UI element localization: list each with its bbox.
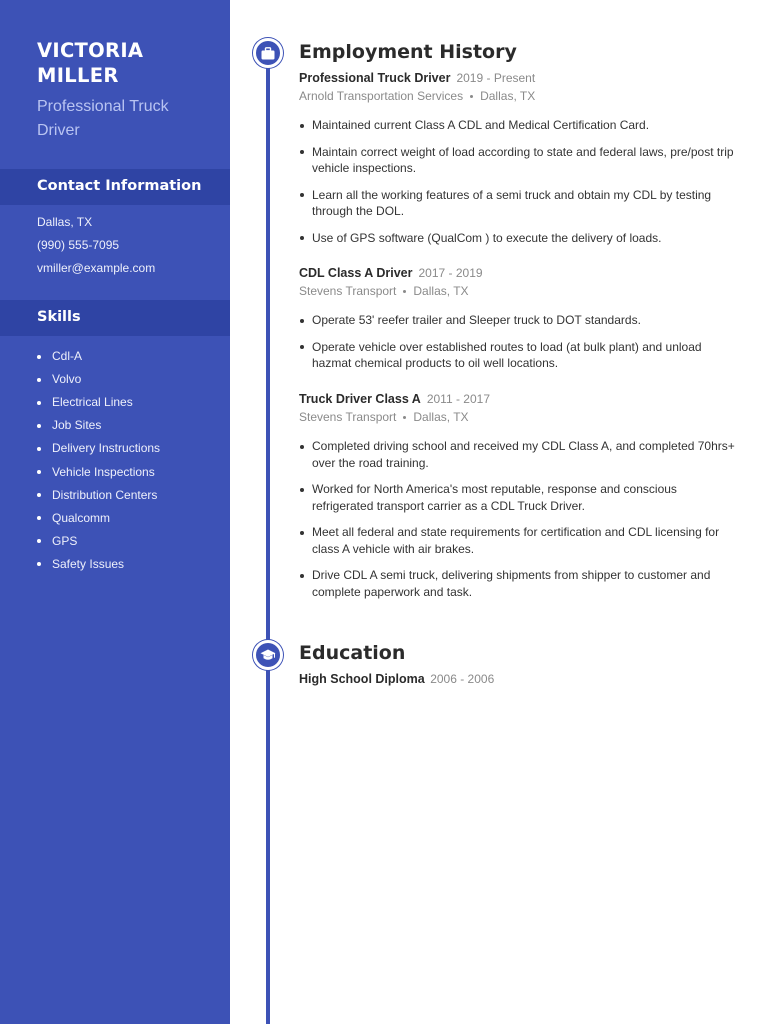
skill-label: Safety Issues [52,556,125,571]
skill-label: Distribution Centers [52,487,158,502]
job-title: Truck Driver Class A [299,392,421,406]
job-bullet: Operate vehicle over established routes to load (at bulk plant) and unload hazmat chemical products to oil well locations. [299,339,739,372]
job-entry [299,391,739,610]
job-location: Dallas, TX [480,89,536,103]
skill-item [37,345,160,368]
separator-dot [403,416,406,419]
skill-item [37,484,160,507]
employment-heading: Employment History [299,41,517,63]
job-bullet: Drive CDL A semi truck, delivering shipments from shipper to customer and complete paperwork and task. [299,567,739,600]
job-bullet: Maintain correct weight of load according to state and federal laws, pre/post trip vehicle inspections. [299,144,739,177]
graduation-cap-icon [253,640,283,670]
contact-heading: Contact Information [37,178,202,194]
job-title: CDL Class A Driver [299,266,413,280]
bullet-icon [37,539,41,543]
skill-item [37,391,160,414]
candidate-title: Professional Truck Driver [37,98,169,139]
skill-item [37,530,160,553]
skill-label: Vehicle Inspections [52,464,155,479]
bullet-icon [37,516,41,520]
job-bullets [299,312,739,372]
job-bullet: Maintained current Class A CDL and Medical Certification Card. [299,117,739,134]
candidate-name: VICTORIA MILLER [37,39,144,87]
job-bullet: Worked for North America's most reputable, response and conscious refrigerated transport carrier as a CDL Truck Driver. [299,481,739,514]
job-location: Dallas, TX [413,410,469,424]
skill-label: Job Sites [52,418,102,433]
bullet-icon [37,401,41,405]
skill-item [37,368,160,391]
job-employer [299,283,739,300]
skill-item [37,553,160,576]
job-company: Arnold Transportation Services [299,89,464,103]
bullet-icon [37,493,41,497]
education-degree: High School Diploma [299,672,425,686]
job-bullets [299,438,739,600]
job-header [299,265,739,282]
job-company: Stevens Transport [299,284,397,298]
contact-phone: (990) 555-7095 [37,238,120,252]
skill-label: Delivery Instructions [52,441,161,456]
job-entry [299,265,739,382]
separator-dot [403,290,406,293]
job-dates: 2017 - 2019 [418,266,483,280]
skill-label: Cdl-A [52,349,83,364]
separator-dot [470,95,473,98]
bullet-icon [37,562,41,566]
skill-label: Volvo [52,372,82,387]
job-dates: 2011 - 2017 [426,392,490,406]
skill-label: Electrical Lines [52,395,133,410]
sidebar [0,0,230,1024]
job-entry [299,70,739,256]
job-bullet: Use of GPS software (QualCom ) to execute the delivery of loads. [299,230,739,247]
education-entry [299,671,494,688]
contact-location: Dallas, TX [37,215,93,229]
bullet-icon [37,378,41,382]
skills-heading-band [0,300,230,336]
job-employer [299,88,739,105]
briefcase-icon [253,38,283,68]
education-dates: 2006 - 2006 [430,672,495,686]
contact-heading-band [0,169,230,205]
education-heading: Education [299,642,406,664]
skill-label: GPS [52,533,78,548]
job-bullet: Learn all the working features of a semi truck and obtain my CDL by testing through the DOL. [299,187,739,220]
skills-list [37,345,160,576]
job-header [299,70,739,87]
bullet-icon [37,470,41,474]
job-bullet: Operate 53' reefer trailer and Sleeper truck to DOT standards. [299,312,739,329]
job-bullet: Completed driving school and received my CDL Class A, and completed 70hrs+ over the road training. [299,438,739,471]
skill-label: Qualcomm [52,510,111,525]
job-location: Dallas, TX [413,284,469,298]
skills-heading: Skills [37,309,81,325]
contact-list [37,214,155,283]
timeline-line [266,54,270,1024]
job-dates: 2019 - Present [456,71,536,85]
bullet-icon [37,355,41,359]
job-header [299,391,739,408]
skill-item [37,437,160,460]
skill-item [37,460,160,483]
skill-item [37,414,160,437]
skill-item [37,507,160,530]
contact-email[interactable]: vmiller@example.com [37,261,156,275]
job-employer [299,409,739,426]
job-bullets [299,117,739,246]
job-title: Professional Truck Driver [299,71,451,85]
bullet-icon [37,424,41,428]
job-company: Stevens Transport [299,410,397,424]
job-bullet: Meet all federal and state requirements for certification and CDL licensing for class A vehicle with air brakes. [299,524,739,557]
bullet-icon [37,447,41,451]
